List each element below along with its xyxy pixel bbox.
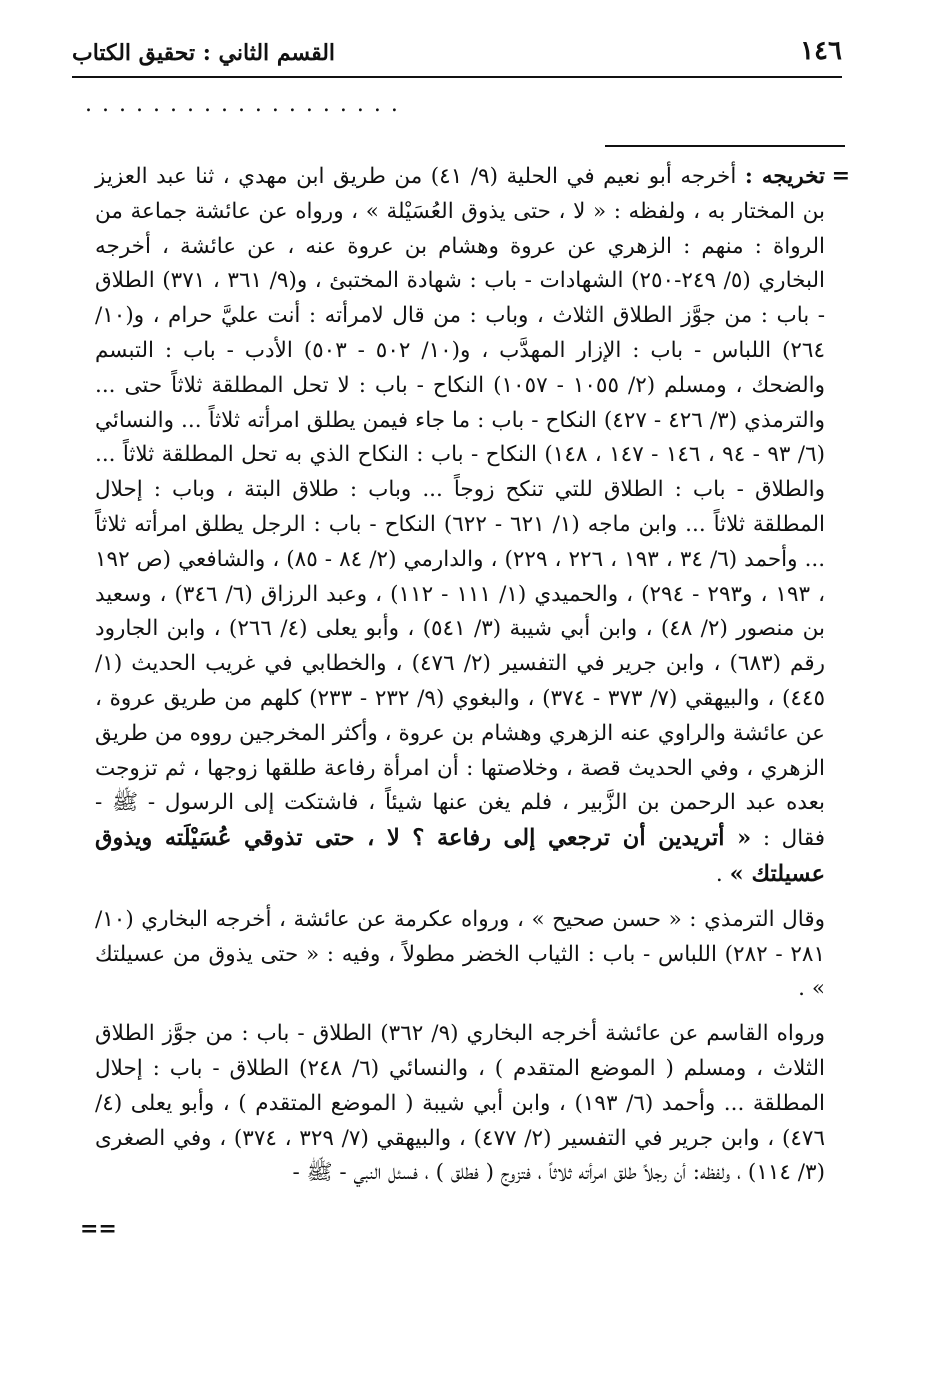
header-rule [72, 76, 842, 78]
paragraph-end: . [715, 861, 723, 887]
footnote-separator [605, 145, 845, 147]
footnote-paragraph-3: ورواه القاسم عن عائشة أخرجه البخاري (٩/ ٣٦٢) الطلاق - باب : من جوَّز الطلاق الثلاث ، ومسلم ( الموضع المتقدم ) ، والنسائي (٦/ ٢٤٨) الطلاق - باب : إحلال المطلقة ... وأحمد (٦/ ١٩٣) ، وابن أبي شيبة ( الموضع المتقدم ) ، وأبو يعلى (٤/ ٤٧٦) ، وابن جرير في التفسير (٢/ ٤٧٧) ، والبيهقي (٧/ ٣٢٩ ، ٣٧٤) ، وفي الصغرى (٣/ ١١٤) ، ولفظه: أن رجلاً طلق امرأته ثلاثاً ، فتزوج ( فطلق ) ، فسئل النبي - ﷺ - [95, 1021, 826, 1186]
footnote-paragraph-2: وقال الترمذي : « حسن صحيح » ، ورواه عكرمة عن عائشة ، أخرجه البخاري (١٠/ ٢٨١ - ٢٨٢) اللباس - باب : الثياب الخضر مطولاً ، وفيه : « حتى يذوق من عسيلتك » . [95, 906, 825, 1002]
page-number: ١٤٦ [800, 36, 842, 66]
footnote-continuation-mark: = [831, 163, 850, 189]
hadith-quote: « أتريدين أن ترجعي إلى رفاعة ؟ لا ، حتى تذوقي عُسَيْلَته ويذوق عسيلتك » [95, 825, 825, 887]
footnote-label: تخريجه : [744, 164, 826, 189]
omitted-text-ellipsis: ................... [85, 92, 408, 117]
footnote-paragraph-1 [95, 160, 825, 893]
running-title: القسم الثاني : تحقيق الكتاب [72, 40, 336, 66]
footnote-continues-mark: == [80, 1216, 117, 1242]
page-header [72, 30, 842, 80]
footnote-body [95, 160, 825, 1201]
footnote-text: أخرجه أبو نعيم في الحلية (٩/ ٤١) من طريق ابن مهدي ، ثنا عبد العزيز بن المختار به ، ولفظه : « لا ، حتى يذوق العُسَيْلة » ، ورواه عن عائشة جماعة من الرواة : منهم : الزهري عن عروة وهشام بن عروة عنه ، عن عائشة ، أخرجه البخاري (٥/ ٢٤٩-٢٥٠) الشهادات - باب : شهادة المختبئ ، و(٩/ ٣٦١ ، ٣٧١) الطلاق - باب : من جوَّز الطلاق الثلاث ، وباب : من قال لامرأته : أنت عليَّ حرام ، و(١٠/ ٢٦٤) اللباس - باب : الإزار المهدَّب ، و(١٠/ ٥٠٢ - ٥٠٣) الأدب - باب : التبسم والضحك ، ومسلم (٢/ ١٠٥٥ - ١٠٥٧) النكاح - باب : لا تحل المطلقة ثلاثاً حتى ... والترمذي (٣/ ٤٢٦ - ٤٢٧) النكاح - باب : ما جاء فيمن يطلق امرأته ثلاثاً ... والنسائي (٦/ ٩٣ - ٩٤ ، ١٤٦ - ١٤٧ ، ١٤٨) النكاح - باب : النكاح الذي به تحل المطلقة ثلاثاً ... والطلاق - باب : الطلاق للتي تنكح زوجاً ... وباب : طلاق البتة ، وباب : إحلال المطلقة ثلاثاً ... وابن ماجه (١/ ٦٢١ - ٦٢٢) النكاح - باب : الرجل يطلق امرأته ثلاثاً ... وأحمد (٦/ ٣٤ ، ١٩٣ ، ٢٢٦ ، ٢٢٩) ، والدارمي (٢/ ٨٤ - ٨٥) ، والشافعي (ص ١٩٢ ، ١٩٣ ، و٢٩٣ - ٢٩٤) ، والحميدي (١/ ١١١ - ١١٢) ، وعبد الرزاق (٦/ ٣٤٦) ، وسعيد بن منصور (٢/ ٤٨) ، وابن أبي شيبة (٣/ ٥٤١) ، وأبو يعلى (٤/ ٢٦٦) ، وابن الجارود رقم (٦٨٣) ، وابن جرير في التفسير (٢/ ٤٧٦) ، والخطابي في غريب الحديث (١/ ٤٤٥) ، والبيهقي (٧/ ٣٧٣ - ٣٧٤) ، والبغوي (٩/ ٢٣٢ - ٢٣٣) كلهم من طريق عروة ، عن عائشة والراوي عنه الزهري وهشام بن عروة ، وأكثر المخرجين رووه من طريق الزهري ، وفي الحديث قصة ، وخلاصتها : أن امرأة رفاعة طلقها زوجها ، ثم تزوجت بعده عبد الرحمن بن الزَّبير ، فلم يغن عنها شيئاً ، فاشتكت إلى الرسول - ﷺ - فقال : [95, 164, 826, 852]
